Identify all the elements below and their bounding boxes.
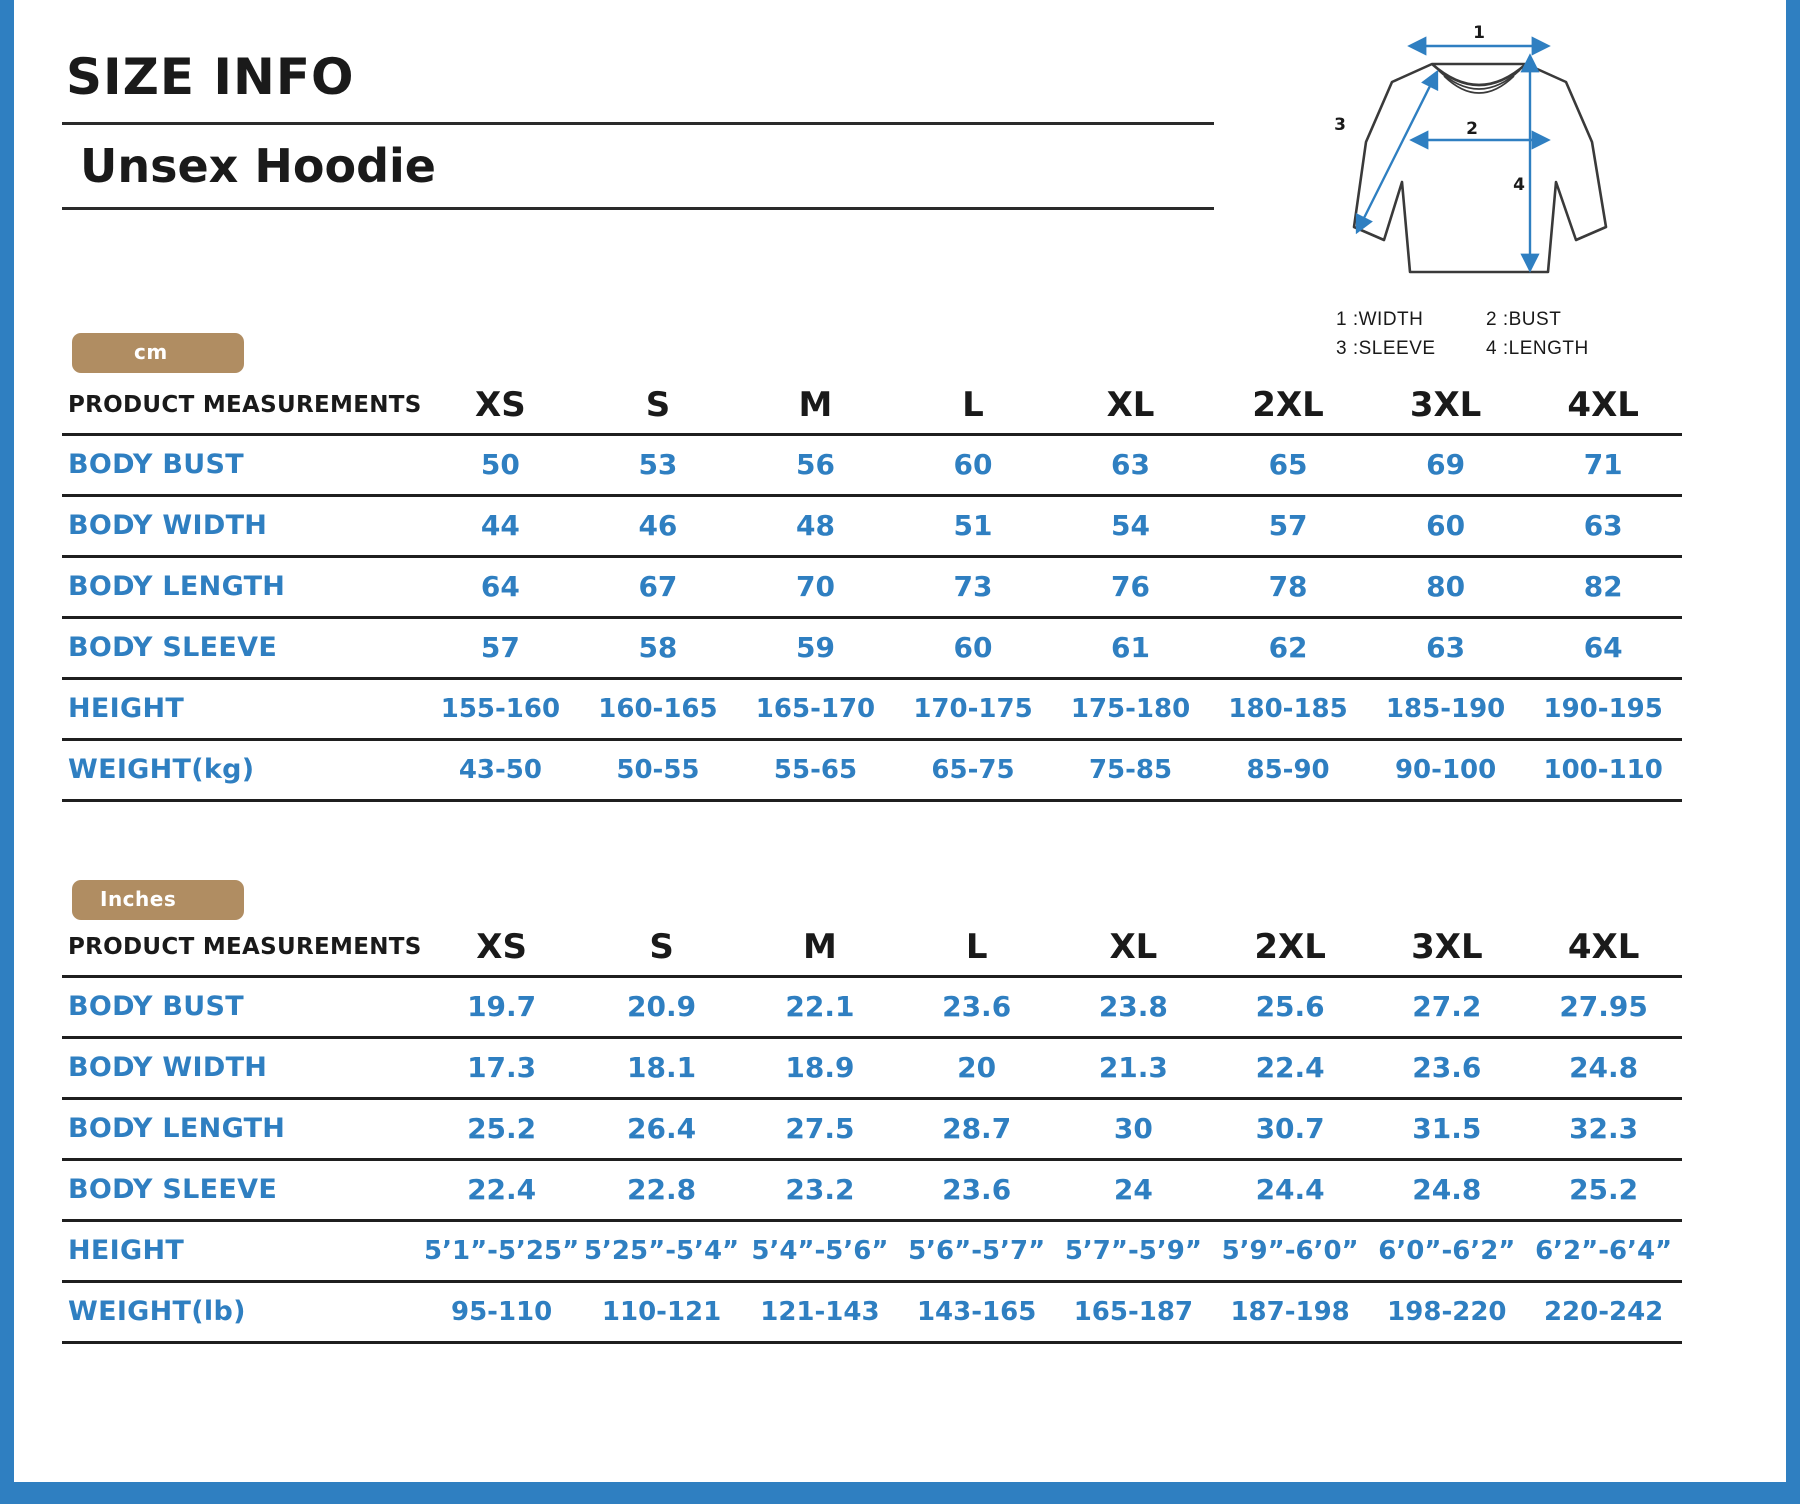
table-row [62, 1220, 1682, 1281]
cell-height-4xl-in: 6’2”-6’4” [1525, 1220, 1682, 1281]
svg-text:2: 2 [1466, 119, 1478, 139]
cell-length-2xl-in: 30.7 [1212, 1098, 1369, 1159]
garment-diagram [1314, 22, 1644, 352]
cell-bust-4xl: 71 [1524, 434, 1682, 495]
row-label-body-bust-in: BODY BUST [62, 976, 422, 1037]
cell-sleeve-xs: 57 [422, 617, 580, 678]
cell-weight-2xl: 85-90 [1209, 739, 1367, 800]
cell-bust-s-in: 20.9 [582, 976, 742, 1037]
title-divider-top [62, 122, 1214, 125]
cell-height-s: 160-165 [579, 678, 737, 739]
cell-bust-2xl-in: 25.6 [1212, 976, 1369, 1037]
svg-text:1: 1 [1473, 23, 1485, 43]
row-label-weight-lb: WEIGHT(lb) [62, 1281, 422, 1342]
cell-width-s-in: 18.1 [582, 1037, 742, 1098]
cell-bust-l-in: 23.6 [898, 976, 1055, 1037]
col-header-3xl: 3XL [1367, 378, 1525, 434]
cell-width-l-in: 20 [898, 1037, 1055, 1098]
col-header-xs: XS [422, 378, 580, 434]
cell-sleeve-3xl-in: 24.8 [1368, 1159, 1525, 1220]
cell-weight-xs-in: 95-110 [422, 1281, 582, 1342]
cell-sleeve-m: 59 [737, 617, 895, 678]
cell-width-3xl: 60 [1367, 495, 1525, 556]
header-block [62, 48, 1222, 210]
cell-width-3xl-in: 23.6 [1368, 1037, 1525, 1098]
cell-weight-m: 55-65 [737, 739, 895, 800]
cell-length-m-in: 27.5 [742, 1098, 899, 1159]
diagram-legend [1336, 305, 1589, 364]
cell-weight-l-in: 143-165 [898, 1281, 1055, 1342]
cell-weight-xl-in: 165-187 [1055, 1281, 1212, 1342]
table-header-row [62, 378, 1682, 434]
cell-height-m-in: 5’4”-5’6” [742, 1220, 899, 1281]
col-header-4xl-in: 4XL [1525, 920, 1682, 976]
legend-item-width: 1 :WIDTH [1336, 309, 1424, 330]
cell-bust-m-in: 22.1 [742, 976, 899, 1037]
legend-item-bust: 2 :BUST [1486, 309, 1562, 330]
hoodie-measure-icon [1314, 22, 1644, 352]
cell-height-m: 165-170 [737, 678, 895, 739]
cell-weight-4xl-in: 220-242 [1525, 1281, 1682, 1342]
cell-width-m: 48 [737, 495, 895, 556]
page-title: SIZE INFO [66, 48, 355, 106]
legend-item-sleeve: 3 :SLEEVE [1336, 338, 1436, 360]
cell-length-s: 67 [579, 556, 737, 617]
row-label-body-bust: BODY BUST [62, 434, 422, 495]
row-label-body-length-in: BODY LENGTH [62, 1098, 422, 1159]
cell-bust-4xl-in: 27.95 [1525, 976, 1682, 1037]
col-header-measurements: PRODUCT MEASUREMENTS [62, 378, 422, 434]
cell-sleeve-l: 60 [894, 617, 1052, 678]
table-row [62, 617, 1682, 678]
col-header-l-in: L [898, 920, 1055, 976]
cell-sleeve-xs-in: 22.4 [422, 1159, 582, 1220]
col-header-xs-in: XS [422, 920, 582, 976]
col-header-m-in: M [742, 920, 899, 976]
col-header-s: S [579, 378, 737, 434]
product-name: Unsex Hoodie [80, 139, 436, 193]
cell-width-2xl: 57 [1209, 495, 1367, 556]
col-header-l: L [894, 378, 1052, 434]
cell-weight-xl: 75-85 [1052, 739, 1210, 800]
cell-bust-l: 60 [894, 434, 1052, 495]
cell-length-4xl: 82 [1524, 556, 1682, 617]
cell-bust-2xl: 65 [1209, 434, 1367, 495]
cell-weight-m-in: 121-143 [742, 1281, 899, 1342]
cell-bust-xs-in: 19.7 [422, 976, 582, 1037]
cell-length-4xl-in: 32.3 [1525, 1098, 1682, 1159]
unit-badge-inches: Inches [72, 880, 244, 920]
row-label-body-sleeve: BODY SLEEVE [62, 617, 422, 678]
row-label-height-in: HEIGHT [62, 1220, 422, 1281]
table-row [62, 434, 1682, 495]
col-header-3xl-in: 3XL [1368, 920, 1525, 976]
cell-width-xs: 44 [422, 495, 580, 556]
cell-height-3xl: 185-190 [1367, 678, 1525, 739]
frame-bottom-bar [0, 1482, 1800, 1504]
cell-sleeve-xl: 61 [1052, 617, 1210, 678]
cell-height-4xl: 190-195 [1524, 678, 1682, 739]
size-table-inches [62, 920, 1682, 1344]
cell-height-l: 170-175 [894, 678, 1052, 739]
cell-height-xs-in: 5’1”-5’25” [422, 1220, 582, 1281]
cell-width-s: 46 [579, 495, 737, 556]
cell-weight-s: 50-55 [579, 739, 737, 800]
row-label-body-length: BODY LENGTH [62, 556, 422, 617]
col-header-s-in: S [582, 920, 742, 976]
cell-weight-3xl: 90-100 [1367, 739, 1525, 800]
cell-width-4xl-in: 24.8 [1525, 1037, 1682, 1098]
col-header-xl: XL [1052, 378, 1210, 434]
cell-height-2xl: 180-185 [1209, 678, 1367, 739]
cell-sleeve-2xl: 62 [1209, 617, 1367, 678]
table-row [62, 495, 1682, 556]
cell-length-3xl-in: 31.5 [1368, 1098, 1525, 1159]
cell-width-xs-in: 17.3 [422, 1037, 582, 1098]
row-label-body-sleeve-in: BODY SLEEVE [62, 1159, 422, 1220]
svg-text:4: 4 [1513, 175, 1525, 195]
cell-sleeve-m-in: 23.2 [742, 1159, 899, 1220]
cell-height-l-in: 5’6”-5’7” [898, 1220, 1055, 1281]
col-header-measurements-in: PRODUCT MEASUREMENTS [62, 920, 422, 976]
cell-bust-3xl-in: 27.2 [1368, 976, 1525, 1037]
table-row [62, 556, 1682, 617]
title-divider-bottom [62, 207, 1214, 210]
cell-width-xl-in: 21.3 [1055, 1037, 1212, 1098]
cell-bust-xl: 63 [1052, 434, 1210, 495]
cell-sleeve-4xl: 64 [1524, 617, 1682, 678]
cell-sleeve-s-in: 22.8 [582, 1159, 742, 1220]
cell-sleeve-l-in: 23.6 [898, 1159, 1055, 1220]
table-row [62, 1098, 1682, 1159]
frame-left-bar [0, 0, 14, 1504]
cell-sleeve-3xl: 63 [1367, 617, 1525, 678]
cell-length-l: 73 [894, 556, 1052, 617]
row-label-body-width: BODY WIDTH [62, 495, 422, 556]
cell-width-m-in: 18.9 [742, 1037, 899, 1098]
cell-length-3xl: 80 [1367, 556, 1525, 617]
cell-sleeve-s: 58 [579, 617, 737, 678]
cell-height-xl: 175-180 [1052, 678, 1210, 739]
cell-width-2xl-in: 22.4 [1212, 1037, 1369, 1098]
cell-sleeve-xl-in: 24 [1055, 1159, 1212, 1220]
cell-length-xl: 76 [1052, 556, 1210, 617]
table-header-row [62, 920, 1682, 976]
cell-width-l: 51 [894, 495, 1052, 556]
cell-weight-3xl-in: 198-220 [1368, 1281, 1525, 1342]
cell-height-s-in: 5’25”-5’4” [582, 1220, 742, 1281]
cell-sleeve-4xl-in: 25.2 [1525, 1159, 1682, 1220]
cell-weight-l: 65-75 [894, 739, 1052, 800]
cell-length-l-in: 28.7 [898, 1098, 1055, 1159]
row-label-height: HEIGHT [62, 678, 422, 739]
row-label-body-width-in: BODY WIDTH [62, 1037, 422, 1098]
cell-length-xl-in: 30 [1055, 1098, 1212, 1159]
table-row [62, 976, 1682, 1037]
cell-height-3xl-in: 6’0”-6’2” [1368, 1220, 1525, 1281]
cell-bust-m: 56 [737, 434, 895, 495]
cell-length-m: 70 [737, 556, 895, 617]
cell-height-xl-in: 5’7”-5’9” [1055, 1220, 1212, 1281]
cell-length-xs: 64 [422, 556, 580, 617]
cell-length-2xl: 78 [1209, 556, 1367, 617]
cell-length-xs-in: 25.2 [422, 1098, 582, 1159]
page-content [14, 0, 1786, 1482]
row-label-weight-kg: WEIGHT(kg) [62, 739, 422, 800]
cell-height-xs: 155-160 [422, 678, 580, 739]
table-row [62, 678, 1682, 739]
unit-badge-cm: cm [72, 333, 244, 373]
cell-width-xl: 54 [1052, 495, 1210, 556]
cell-width-4xl: 63 [1524, 495, 1682, 556]
size-table-cm [62, 378, 1682, 802]
cell-weight-xs: 43-50 [422, 739, 580, 800]
col-header-2xl: 2XL [1209, 378, 1367, 434]
table-row [62, 1037, 1682, 1098]
table-row [62, 1281, 1682, 1342]
cell-bust-xl-in: 23.8 [1055, 976, 1212, 1037]
table-row [62, 739, 1682, 800]
cell-length-s-in: 26.4 [582, 1098, 742, 1159]
table-row [62, 1159, 1682, 1220]
cell-weight-2xl-in: 187-198 [1212, 1281, 1369, 1342]
legend-item-length: 4 :LENGTH [1486, 338, 1589, 360]
cell-bust-xs: 50 [422, 434, 580, 495]
cell-weight-s-in: 110-121 [582, 1281, 742, 1342]
cell-weight-4xl: 100-110 [1524, 739, 1682, 800]
col-header-xl-in: XL [1055, 920, 1212, 976]
svg-text:3: 3 [1334, 115, 1346, 135]
col-header-m: M [737, 378, 895, 434]
cell-bust-s: 53 [579, 434, 737, 495]
cell-bust-3xl: 69 [1367, 434, 1525, 495]
cell-height-2xl-in: 5’9”-6’0” [1212, 1220, 1369, 1281]
cell-sleeve-2xl-in: 24.4 [1212, 1159, 1369, 1220]
col-header-4xl: 4XL [1524, 378, 1682, 434]
frame-right-bar [1786, 0, 1800, 1504]
col-header-2xl-in: 2XL [1212, 920, 1369, 976]
